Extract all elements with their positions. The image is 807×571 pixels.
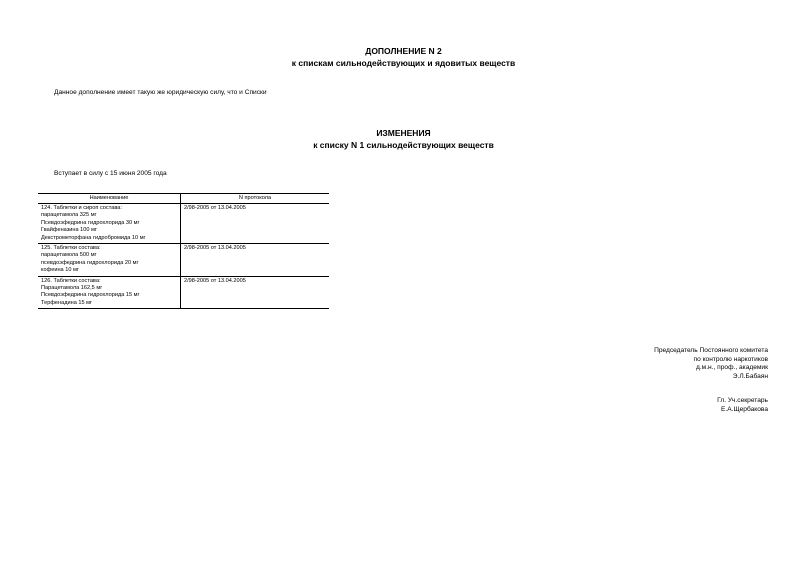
protocol-cell: 2/98-2005 от 13.04.2005: [181, 204, 330, 244]
substance-line: Гвайфеназина 100 мг: [41, 227, 97, 234]
substance-line: кофеина 10 мг: [41, 267, 79, 274]
table-row: [38, 244, 329, 277]
protocol-cell: 2/98-2005 от 13.04.2005: [181, 276, 330, 309]
supplement-title: ДОПОЛНЕНИЕ N 2: [365, 46, 442, 56]
effective-date: Вступает в силу с 15 июня 2005 года: [54, 170, 167, 177]
substance-line: 126. Таблетки состава:: [41, 277, 101, 284]
substance-line: Псевдоэфедрина гидрохлорида 30 мг: [41, 219, 140, 226]
signature-line: Гл. Уч.секретарь: [717, 397, 768, 404]
column-header-protocol: N протокола: [181, 194, 330, 204]
protocol-cell: 2/98-2005 от 13.04.2005: [181, 244, 330, 277]
substance-line: 125. Таблетки состава:: [41, 245, 101, 252]
changes-title: ИЗМЕНЕНИЯ: [376, 128, 431, 138]
substance-line: 124. Таблетки и сироп состава:: [41, 205, 122, 211]
substance-line: парацетамола 325 мг: [41, 212, 97, 219]
table-row: [38, 276, 329, 309]
substance-name-cell: [38, 204, 181, 244]
signature-line: Е.А.Щербакова: [721, 405, 768, 413]
signature-line: Э.Л.Бабаян: [732, 372, 768, 380]
substance-name-cell: [38, 276, 181, 309]
table-row: [38, 204, 329, 244]
secretary-signature: [717, 397, 768, 414]
column-header-name: Наименование: [38, 194, 181, 204]
substance-line: Парацетамола 162,5 мг: [41, 285, 103, 292]
substance-line: парацетамола 500 мг: [41, 252, 97, 259]
table-header-row: [38, 194, 329, 204]
supplement-subtitle: к спискам сильнодействующих и ядовитых веществ: [291, 58, 516, 68]
substance-line: Терфенадина 15 мг: [41, 299, 93, 306]
substance-line: Декстрометорфана гидробромида 10 мг: [41, 234, 146, 241]
supplement-note: Данное дополнение имеет такую же юридическую силу, что и Списки: [54, 89, 267, 96]
substance-line: Псевдоэфедрина гидрохлорида 15 мг: [41, 292, 140, 299]
substance-line: псевдоэфедрина гидрохлорида 20 мг: [41, 259, 139, 266]
signature-line: по контролю наркотиков: [693, 355, 768, 363]
signature-line: Председатель Постоянного комитета: [654, 347, 768, 354]
substance-name-cell: [38, 244, 181, 277]
signature-line: д.м.н., проф., академик: [696, 364, 768, 372]
chair-signature: [654, 347, 768, 381]
substances-table: [38, 193, 329, 309]
changes-subtitle: к списку N 1 сильнодействующих веществ: [313, 140, 494, 150]
